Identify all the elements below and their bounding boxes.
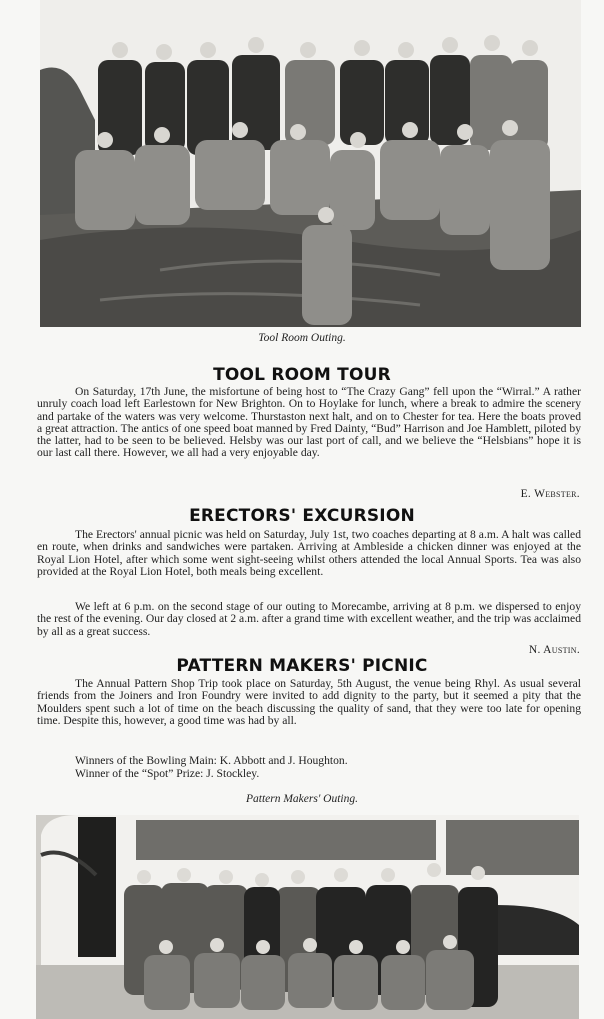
article-paragraph [37, 529, 581, 578]
article-paragraph [37, 386, 581, 460]
article-signature: E. Webster. [520, 488, 580, 500]
article-paragraph [37, 601, 581, 638]
winners-bowling-main: Winners of the Bowling Main: K. Abbott and J. Houghton. [75, 754, 348, 767]
paragraph-text: On Saturday, 17th June, the misfortune of being host to “The Crazy Gang” fell upon the “Wirral.” A rather unruly coach load left Earlestown for New Brighton. On to Hoylake for lunch, where a break to admire the scenery and partake of the waters was very welcome. Thurstaston next halt, and on to Chester for tea. Here the boats proved a great attraction. The antics of one speed boat manned by Fred Dainty, “Bud” Harrison and Joe Hamblett, piloted by the latter, had to be seen to be believed. Helsby was our last port of call, and we believe the “Helsbians” hope it is our last call there. However, we all had a very enjoyable day. [37, 385, 581, 460]
photo-tool-room-outing [40, 0, 581, 327]
photo-caption-pattern-makers-outing: Pattern Makers' Outing. [245, 793, 358, 805]
article-heading-erectors-excursion: ERECTORS' EXCURSION [189, 506, 415, 526]
group-photo-rocks-image [40, 0, 581, 327]
paragraph-text: We left at 6 p.m. on the second stage of our outing to Morecambe, arriving at 8 p.m. we dispersed to enjoy the rest of the evening. Our day closed at 2 a.m. after a grand time with excellent weather, and the trip was acclaimed by all as a great success. [37, 600, 581, 638]
group-photo-coach-image [36, 815, 579, 1019]
photo-caption-tool-room-outing: Tool Room Outing. [258, 332, 346, 344]
article-paragraph [37, 678, 581, 727]
article-heading-pattern-makers-picnic: PATTERN MAKERS' PICNIC [176, 656, 428, 676]
article-heading-tool-room-tour: TOOL ROOM TOUR [213, 365, 391, 385]
article-signature: N. Austin. [528, 644, 580, 656]
photo-pattern-makers-outing [36, 815, 579, 1019]
paragraph-text: The Erectors' annual picnic was held on Saturday, July 1st, two coaches departing at 8 a.m. A halt was called en route, when drinks and sandwiches were partaken. Arriving at Ambleside a chicken dinner was enjoyed at the Royal Lion Hotel, after which some went sight-seeing whilst others attended the local Annual Sports. Tea was also provided at the Royal Lion Hotel, both meals being excellent. [37, 528, 581, 578]
winner-spot-prize: Winner of the “Spot” Prize: J. Stockley. [75, 767, 260, 780]
paragraph-text: The Annual Pattern Shop Trip took place on Saturday, 5th August, the venue being Rhyl. As usual several friends from the Joiners and Iron Foundry were invited to add dignity to the party, but it seemed a pity that the Moulders spent such a lot of time on the beach discussing the quality of sand, that they were too late for opening time. Despite this, however, a good time was had by all. [37, 677, 581, 727]
